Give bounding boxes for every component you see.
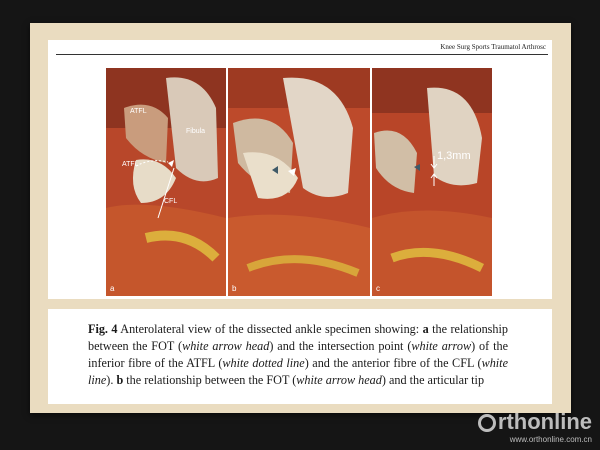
caption-italic-4: white line [88, 356, 508, 387]
panel-c-photo [372, 68, 492, 296]
label-cfl: CFL [164, 198, 178, 205]
watermark-logo-text: rthonline [497, 409, 592, 434]
caption-italic-1: white arrow head [182, 339, 270, 353]
caption-text-4: ) of the inferior fibre of the ATFL ( [88, 339, 508, 370]
panel-b-photo [228, 68, 370, 296]
caption-text-2: the relationship between the FOT ( [88, 322, 508, 353]
caption-text-5: ) and the anterior fibre of the CFL ( [304, 356, 482, 370]
caption-fig-label: Fig. 4 [88, 322, 118, 336]
caption-text-1: Anterolateral view of the dissected ankle specimen showing: [120, 322, 420, 336]
figure-caption [88, 321, 508, 389]
header-rule [56, 54, 548, 55]
caption-box [48, 309, 552, 404]
label-atfl-lower: ATFL [122, 161, 139, 168]
watermark-url: www.orthonline.com.cn [509, 435, 592, 444]
caption-text-3: ) and the intersection point ( [269, 339, 412, 353]
panel-a-photo [106, 68, 226, 296]
label-measurement: 1,3mm [437, 150, 471, 162]
panel-letter-b: b [232, 284, 237, 293]
label-fibula: Fibula [186, 128, 206, 135]
label-atfl-upper: ATFL [130, 108, 147, 115]
figure-panel-c [372, 68, 492, 296]
caption-bold-a: a [422, 322, 429, 336]
figure-panel-a [106, 68, 226, 296]
caption-italic-5: white arrow head [296, 373, 382, 387]
panel-letter-c: c [376, 284, 380, 293]
journal-page [48, 40, 552, 299]
panel-letter-a: a [110, 284, 115, 293]
caption-bold-b: b [116, 373, 124, 387]
watermark-logo [478, 409, 592, 435]
parchment-frame [30, 23, 571, 413]
running-head: Knee Surg Sports Traumatol Arthrosc [440, 43, 546, 51]
caption-text-8: ) and the articular tip [381, 373, 485, 387]
caption-italic-2: white arrow [411, 339, 472, 353]
orthonline-watermark [478, 409, 592, 444]
ring-icon [478, 414, 496, 432]
figure-panel-b [228, 68, 370, 296]
caption-text-6: ). [106, 373, 114, 387]
caption-text-7: the relationship between the FOT ( [126, 373, 297, 387]
caption-italic-3: white dotted line [222, 356, 305, 370]
